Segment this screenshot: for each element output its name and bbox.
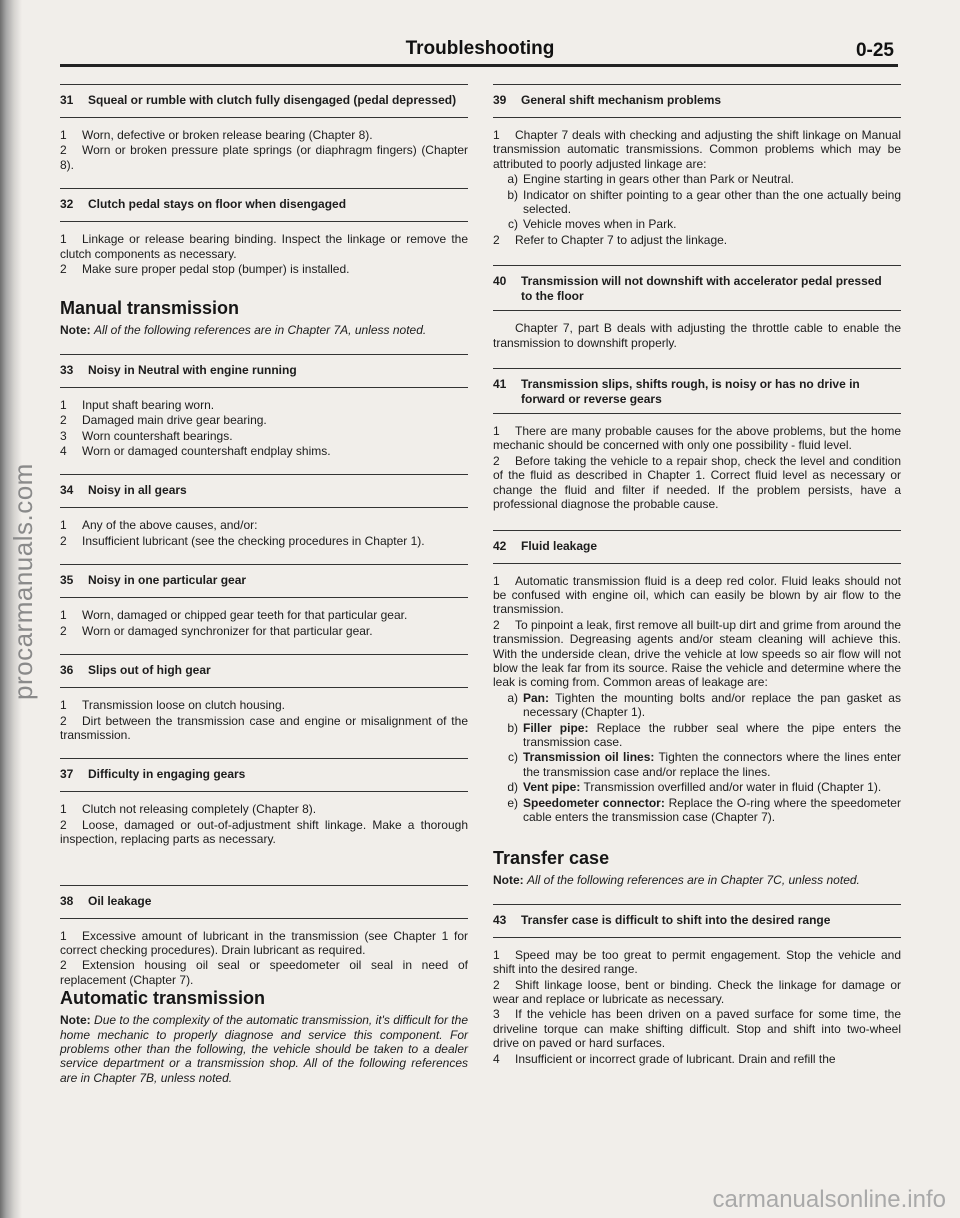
- trouble-section: [60, 885, 468, 988]
- paragraph-text: Clutch not releasing completely (Chapter 8).: [82, 802, 317, 817]
- numbered-paragraph: [493, 128, 901, 171]
- paragraph-text: Chapter 7 deals with checking and adjusting the shift linkage on Manual transmission automatic transmissions. Common problems which may be attributed to poorly adjusted linkage are:: [493, 128, 901, 171]
- section-number: 35: [60, 573, 74, 588]
- section-number: 34: [60, 483, 74, 498]
- numbered-paragraph: [493, 424, 901, 453]
- numbered-paragraph: [60, 608, 468, 622]
- paragraph-number: 2: [60, 713, 67, 728]
- sub-item-text: [523, 217, 901, 231]
- numbered-paragraph: [60, 624, 468, 638]
- trouble-section: [60, 654, 468, 742]
- section-number: 31: [60, 93, 74, 107]
- numbered-paragraph: [60, 958, 468, 987]
- group-note: [60, 323, 468, 337]
- section-heading: [60, 758, 468, 792]
- section-heading: [493, 265, 901, 311]
- numbered-paragraph: [60, 714, 468, 743]
- trouble-section: [60, 84, 468, 172]
- paragraph-number: 4: [493, 1051, 500, 1066]
- section-body: [493, 311, 901, 350]
- sub-item: [493, 172, 901, 186]
- trouble-section: [60, 188, 468, 276]
- section-title: Noisy in all gears: [88, 483, 187, 498]
- page-number: 0-25: [855, 40, 894, 61]
- paragraph-text: Input shaft bearing worn.: [82, 397, 215, 412]
- sub-item-body: Indicator on shifter pointing to a gear other than the one actually being selected.: [523, 187, 901, 217]
- trouble-section: [60, 474, 468, 548]
- left-column: [60, 84, 468, 1097]
- section-heading: [493, 904, 901, 938]
- section-title: Noisy in one particular gear: [88, 573, 247, 588]
- paragraph-number: 1: [493, 573, 500, 588]
- sub-item-text: [523, 750, 901, 779]
- section-heading: [60, 885, 468, 919]
- paragraph-number: 4: [60, 444, 67, 459]
- group-title: Manual transmission: [60, 298, 240, 319]
- paragraph-text: Chapter 7, part B deals with adjusting the throttle cable to enable the transmission to downshift properly.: [493, 321, 901, 350]
- numbered-paragraph: [493, 978, 901, 1007]
- section-body: [493, 564, 901, 825]
- numbered-paragraph: [60, 802, 468, 816]
- section-number: 43: [493, 912, 507, 927]
- section-title: Transmission slips, shifts rough, is noisy or has no drive in forward or reverse gears: [521, 377, 860, 407]
- paragraph-text: Excessive amount of lubricant in the transmission (see Chapter 1 for correct checking procedures). Drain lubricant as required.: [60, 928, 468, 957]
- note-label: Note:: [60, 323, 91, 338]
- note-text: All of the following references are in Chapter 7C, unless noted.: [527, 873, 860, 888]
- section-heading: [493, 368, 901, 414]
- paragraph-text: Transmission loose on clutch housing.: [82, 698, 285, 713]
- numbered-paragraph: [60, 444, 468, 458]
- paragraph-number: 1: [60, 232, 67, 247]
- section-heading: [60, 474, 468, 508]
- paragraph-number: 2: [60, 533, 67, 548]
- numbered-paragraph: [60, 262, 468, 276]
- section-number: 37: [60, 767, 74, 782]
- sub-item-label: d): [507, 780, 518, 795]
- group-note: [493, 873, 901, 887]
- numbered-paragraph: [60, 128, 468, 142]
- numbered-paragraph: [493, 948, 901, 977]
- sub-item: [493, 691, 901, 720]
- paragraph-number: 2: [60, 143, 67, 158]
- paragraph-number: 3: [60, 428, 67, 443]
- section-heading: [60, 84, 468, 118]
- paragraph-number: 2: [60, 958, 67, 973]
- paragraph-text: Insufficient lubricant (see the checking procedures in Chapter 1).: [82, 533, 425, 548]
- section-title: Slips out of high gear: [88, 663, 211, 678]
- numbered-paragraph: [493, 454, 901, 512]
- paragraph-number: 2: [60, 413, 67, 428]
- note-label: Note:: [493, 873, 524, 888]
- sub-item-term: Speedometer connector:: [523, 795, 665, 810]
- paragraph-text: Insufficient or incorrect grade of lubricant. Drain and refill the: [515, 1051, 836, 1066]
- section-body: [60, 688, 468, 742]
- trouble-section: [60, 354, 468, 459]
- sub-item-text: [523, 721, 901, 750]
- sub-item-body: Vehicle moves when in Park.: [523, 217, 677, 232]
- sub-item-term: Transmission oil lines:: [523, 750, 655, 765]
- section-body: [60, 792, 468, 846]
- paragraph-text: To pinpoint a leak, first remove all built-up dirt and grime from around the transmission. Degreasing agents and/or steam cleaning will achieve this. With the underside clean, drive the vehicle at low speeds so air flow will not blow the leak far from its source. Raise the vehicle and determine where the leak is coming from. Common areas of leakage are:: [493, 617, 901, 690]
- paragraph-text: Speed may be too great to permit engagement. Stop the vehicle and shift into the desired range.: [493, 947, 901, 977]
- group-block: [60, 988, 468, 1085]
- section-body: [493, 414, 901, 511]
- paragraph-text: Loose, damaged or out-of-adjustment shift linkage. Make a thorough inspection, replacing parts as necessary.: [60, 817, 468, 847]
- section-title: Fluid leakage: [521, 538, 598, 553]
- section-heading: [60, 564, 468, 598]
- section-body: [60, 222, 468, 276]
- section-body: [493, 938, 901, 1066]
- sub-item: [493, 188, 901, 217]
- section-title: Difficulty in engaging gears: [88, 767, 246, 782]
- sub-item-text: [523, 691, 901, 720]
- paragraph-text: Worn, defective or broken release bearing (Chapter 8).: [82, 128, 373, 142]
- numbered-paragraph: [60, 818, 468, 847]
- section-heading: [60, 188, 468, 222]
- numbered-paragraph: [493, 1052, 901, 1066]
- bottom-watermark: carmanualsonline.info: [712, 1186, 946, 1213]
- section-heading: [493, 84, 901, 118]
- group-title: Automatic transmission: [60, 988, 266, 1009]
- numbered-paragraph: [60, 413, 468, 427]
- paragraph-number: 2: [493, 977, 500, 992]
- group-block: [60, 298, 468, 337]
- sub-item-body: Replace the O-ring where the speedometer cable enters the transmission case (Chapter 7).: [523, 795, 901, 824]
- sub-item-label: a): [507, 172, 518, 187]
- section-heading: [60, 354, 468, 388]
- section-number: 33: [60, 362, 74, 377]
- sub-item: [493, 750, 901, 779]
- trouble-section: [493, 84, 901, 247]
- paragraph-text: Automatic transmission fluid is a deep red color. Fluid leaks should not be confused with engine oil, which can easily be blown by air flow to the transmission.: [493, 573, 901, 617]
- section-number: 42: [493, 538, 507, 553]
- paragraph-number: 2: [60, 623, 67, 638]
- trouble-section: [493, 530, 901, 825]
- group-note: [60, 1013, 468, 1085]
- numbered-paragraph: [60, 232, 468, 261]
- paragraph-number: 2: [493, 617, 500, 632]
- section-title: Noisy in Neutral with engine running: [88, 362, 297, 377]
- sub-item-term: Vent pipe:: [523, 780, 581, 795]
- sub-item-body: Tighten the mounting bolts and/or replace the pan gasket as necessary (Chapter 1).: [523, 690, 901, 720]
- sub-item: [493, 721, 901, 750]
- numbered-paragraph: [60, 698, 468, 712]
- sub-item-term: Pan:: [523, 690, 550, 705]
- section-number: 32: [60, 197, 74, 212]
- sub-item-text: [523, 780, 901, 794]
- section-body: [60, 388, 468, 459]
- section-title: Transmission will not downshift with accelerator pedal pressed to the floor: [521, 274, 882, 304]
- paragraph: [493, 321, 901, 350]
- numbered-paragraph: [60, 143, 468, 172]
- sub-item-body: Replace the rubber seal where the pipe enters the transmission case.: [523, 720, 901, 749]
- trouble-section: [60, 564, 468, 638]
- section-number: 39: [493, 93, 507, 107]
- paragraph-number: 2: [60, 817, 67, 832]
- numbered-paragraph: [493, 574, 901, 617]
- page-title: Troubleshooting: [405, 38, 555, 59]
- paragraph-text: Dirt between the transmission case and engine or misalignment of the transmission.: [60, 713, 468, 742]
- section-body: [60, 118, 468, 172]
- section-title: Squeal or rumble with clutch fully disengaged (pedal depressed): [88, 93, 457, 107]
- numbered-paragraph: [60, 534, 468, 548]
- section-number: 36: [60, 663, 74, 678]
- paragraph-text: If the vehicle has been driven on a paved surface for some time, the driveline torque can make shifting difficult. Stop and shift into two-wheel drive on paved or hard surfaces.: [493, 1007, 901, 1051]
- paragraph-text: Linkage or release bearing binding. Inspect the linkage or remove the clutch components as necessary.: [60, 232, 468, 261]
- group-block: [493, 848, 901, 887]
- paragraph-text: Any of the above causes, and/or:: [82, 518, 258, 533]
- sub-item: [493, 780, 901, 794]
- group-title: Transfer case: [493, 848, 610, 869]
- sub-item-text: [523, 188, 901, 217]
- paragraph-number: 2: [60, 262, 67, 277]
- paragraph-number: 1: [493, 947, 500, 962]
- right-column: [493, 84, 901, 1067]
- trouble-section: [60, 758, 468, 846]
- section-number: 40: [493, 274, 507, 289]
- paragraph-text: Damaged main drive gear bearing.: [82, 413, 267, 428]
- sub-item: [493, 217, 901, 231]
- trouble-section: [493, 368, 901, 511]
- numbered-paragraph: [60, 429, 468, 443]
- paragraph-number: 1: [60, 698, 67, 713]
- sub-item-body: Engine starting in gears other than Park or Neutral.: [523, 172, 794, 187]
- note-text: All of the following references are in Chapter 7A, unless noted.: [94, 323, 427, 338]
- sub-item-body: Tighten the connectors where the lines enter the transmission case and/or replace the lines.: [523, 750, 901, 779]
- paragraph-text: Extension housing oil seal or speedometer oil seal in need of replacement (Chapter 7).: [60, 958, 468, 987]
- numbered-paragraph: [493, 618, 901, 690]
- note-text: Due to the complexity of the automatic transmission, it's difficult for the home mechanic to properly diagnose and service this component. For problems other than the following, the vehicle should be taken to a dealer service department or a transmission shop. All of the following references are in Chapter 7B, unless noted.: [60, 1013, 468, 1085]
- numbered-paragraph: [493, 233, 901, 247]
- paragraph-text: Shift linkage loose, bent or binding. Check the linkage for damage or wear and replace or lubricate as necessary.: [493, 977, 901, 1007]
- paragraph-text: Refer to Chapter 7 to adjust the linkage.: [515, 232, 728, 247]
- section-title: Clutch pedal stays on floor when disengaged: [88, 197, 347, 212]
- section-body: [60, 508, 468, 548]
- paragraph-number: 1: [60, 928, 67, 943]
- sub-item: [493, 796, 901, 825]
- section-body: [60, 919, 468, 988]
- sub-item-text: [523, 796, 901, 825]
- side-watermark: procarmanuals.com: [8, 463, 38, 700]
- paragraph-text: Worn or damaged synchronizer for that particular gear.: [82, 623, 373, 638]
- paragraph-text: There are many probable causes for the above problems, but the home mechanic should be concerned with only one possibility - fluid level.: [493, 424, 901, 453]
- sub-item-label: e): [507, 795, 518, 810]
- section-heading: [60, 654, 468, 688]
- section-body: [60, 598, 468, 638]
- numbered-paragraph: [60, 518, 468, 532]
- paragraph-number: 1: [493, 128, 500, 142]
- sub-item-body: Transmission overfilled and/or water in fluid (Chapter 1).: [583, 780, 882, 795]
- sub-item-label: c): [508, 217, 518, 232]
- paragraph-text: Make sure proper pedal stop (bumper) is installed.: [82, 262, 350, 277]
- paragraph-text: Worn countershaft bearings.: [82, 428, 233, 443]
- paragraph-number: 2: [493, 453, 500, 468]
- trouble-section: [493, 904, 901, 1066]
- section-title: General shift mechanism problems: [521, 93, 722, 107]
- numbered-paragraph: [493, 1007, 901, 1050]
- paragraph-number: 1: [60, 608, 67, 623]
- sub-item-label: a): [507, 690, 518, 705]
- paragraph-number: 1: [60, 518, 67, 533]
- sub-item-term: Filler pipe:: [523, 720, 589, 735]
- section-number: 41: [493, 377, 507, 392]
- sub-item-label: b): [507, 187, 518, 202]
- section-number: 38: [60, 893, 74, 908]
- sub-item-label: b): [507, 720, 518, 735]
- numbered-paragraph: [60, 929, 468, 958]
- section-body: [493, 118, 901, 247]
- header-rule: [60, 64, 898, 67]
- paragraph-number: 3: [493, 1007, 500, 1022]
- section-title: Transfer case is difficult to shift into the desired range: [521, 912, 831, 927]
- section-heading: [493, 530, 901, 564]
- paragraph-text: Worn, damaged or chipped gear teeth for that particular gear.: [82, 608, 408, 623]
- paragraph-number: 2: [493, 232, 500, 247]
- note-label: Note:: [60, 1013, 91, 1028]
- sub-item-label: c): [508, 750, 518, 765]
- paragraph-number: 1: [60, 802, 67, 817]
- paragraph-number: 1: [60, 397, 67, 412]
- paragraph-text: Worn or damaged countershaft endplay shims.: [82, 444, 331, 459]
- sub-item-text: [523, 172, 901, 186]
- numbered-paragraph: [60, 398, 468, 412]
- paragraph-text: Before taking the vehicle to a repair shop, check the level and condition of the fluid as described in Chapter 1. Correct fluid level as necessary or change the fluid and filter if needed. If the problem persists, have a professional diagnose the probable cause.: [493, 453, 901, 512]
- paragraph-text: Worn or broken pressure plate springs (or diaphragm fingers) (Chapter 8).: [60, 143, 468, 172]
- paragraph-number: 1: [60, 128, 67, 142]
- paragraph-number: 1: [493, 424, 500, 439]
- section-title: Oil leakage: [88, 893, 152, 908]
- trouble-section: [493, 265, 901, 350]
